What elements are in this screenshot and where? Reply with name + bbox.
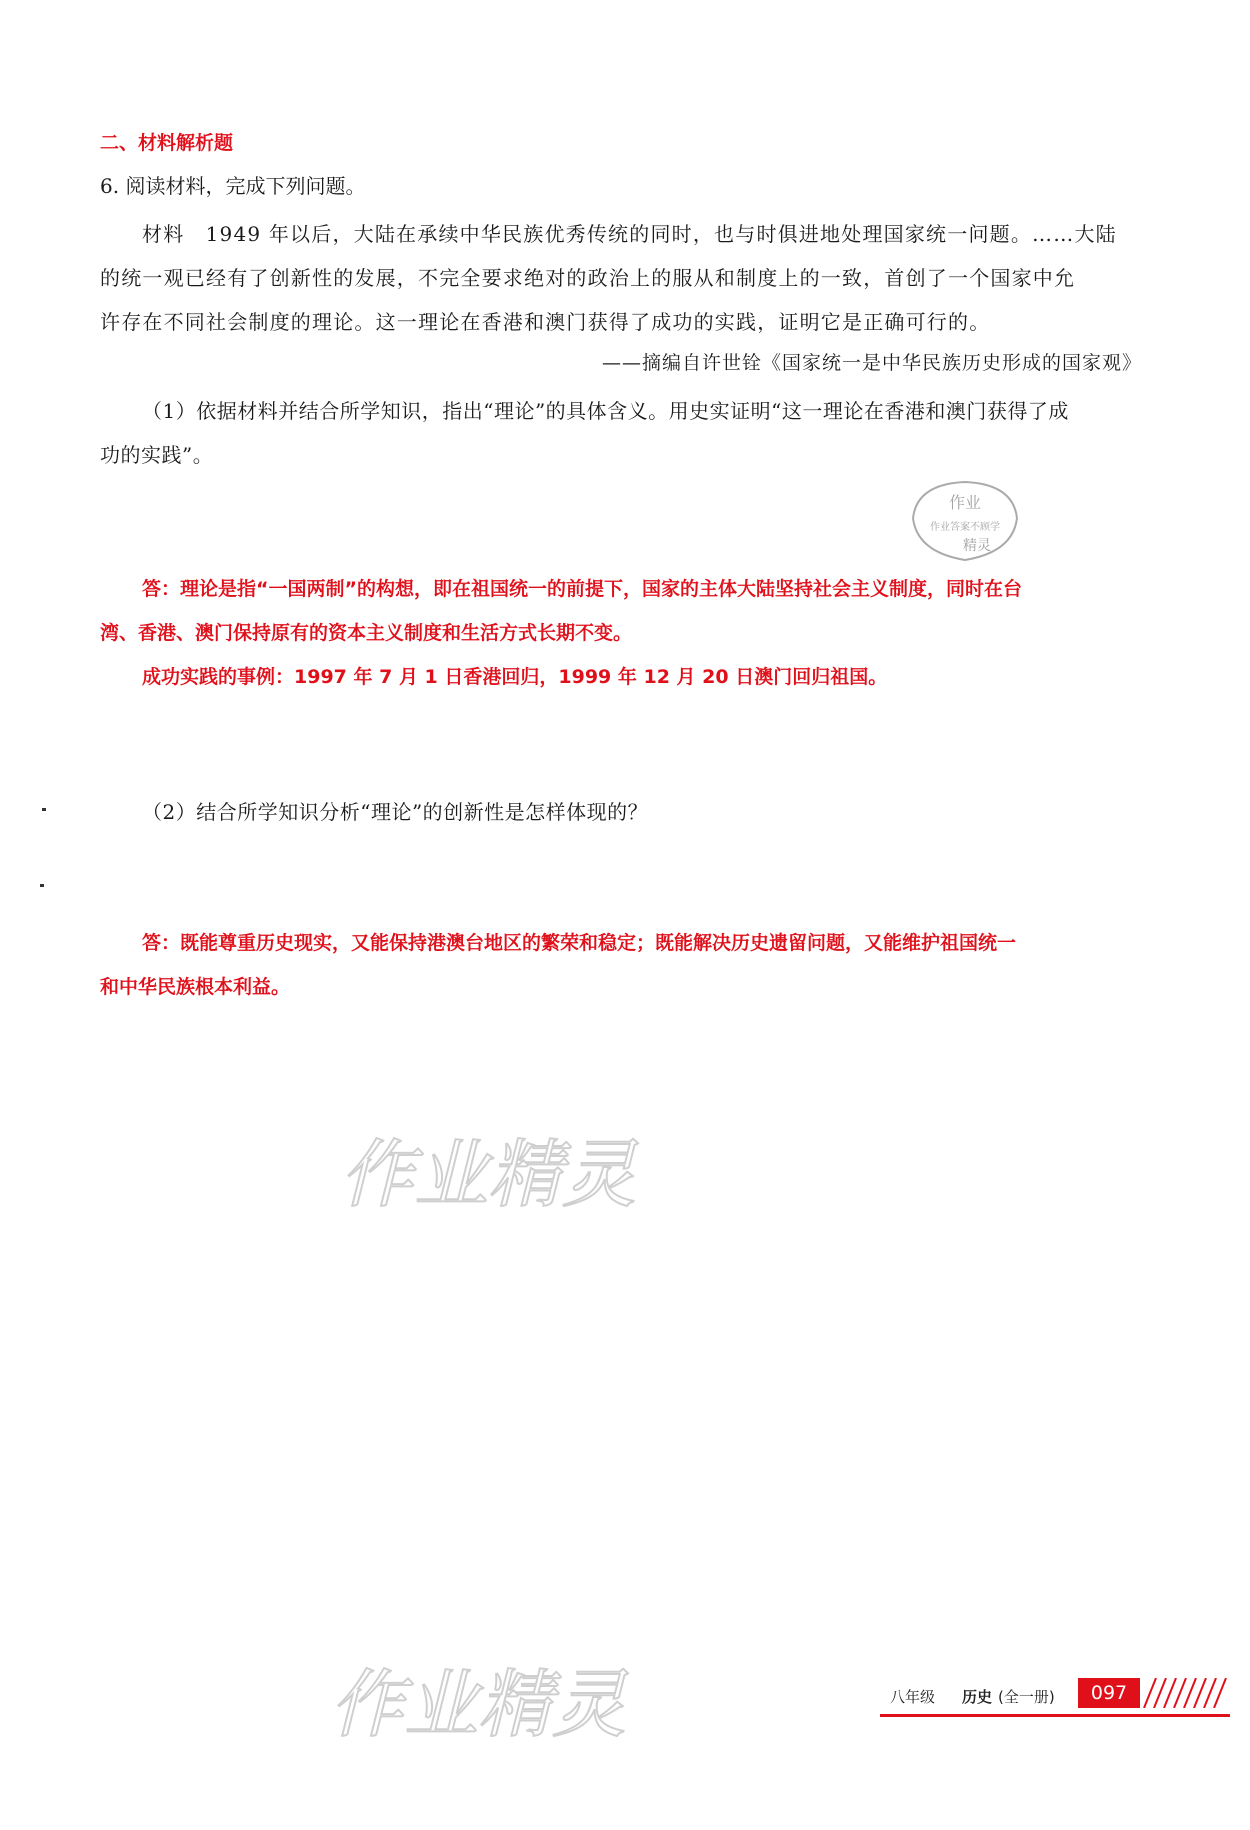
sub-question-1: （1）依据材料并结合所学知识，指出“理论”的具体含义。用史实证明“这一理论在香港和澳门获得了成 [142,399,1069,423]
watermark-text: 作业精灵 [340,1132,636,1218]
answer-1-line: 成功实践的事例：1997 年 7 月 1 日香港回归，1999 年 12 月 20 日澳门回归祖国。 [142,666,888,688]
scan-mark [40,884,44,887]
sub-question-1-cont: 功的实践”。 [100,443,214,467]
watermark-text: 作业精灵 [330,1662,626,1748]
stamp-top-text: 作业 [948,493,982,512]
footer-volume: (全一册) [998,1688,1055,1706]
footer-grade: 八年级 [890,1688,936,1706]
stamp-seal-icon [905,478,1023,564]
stamp-bottom-text: 精灵 [963,538,991,554]
page-number: 097 [1078,1678,1140,1708]
material-line: 材料 1949 年以后，大陆在承续中华民族优秀传统的同时，也与时俱进地处理国家统一问题。……大陆 [142,222,1117,246]
material-source: ——摘编自许世铨《国家统一是中华民族历史形成的国家观》 [601,352,1142,374]
scan-mark [42,808,46,811]
material-line: 许存在不同社会制度的理论。这一理论在香港和澳门获得了成功的实践，证明它是正确可行的。 [100,310,991,334]
footer-subject: 历史 [962,1688,993,1706]
answer-1-line: 湾、香港、澳门保持原有的资本主义制度和生活方式长期不变。 [100,622,633,644]
page-footer [0,1660,1250,1740]
answer-2-line: 答：既能尊重历史现实，又能保持港澳台地区的繁荣和稳定；既能解决历史遗留问题，又能维护祖国统一 [142,932,1017,954]
sub-question-2: （2）结合所学知识分析“理论”的创新性是怎样体现的？ [142,800,649,824]
footer-rule [880,1714,1230,1717]
question-title: 6. 阅读材料，完成下列问题。 [100,174,366,198]
material-line: 的统一观已经有了创新性的发展，不完全要求绝对的政治上的服从和制度上的一致，首创了一个国家中允 [100,266,1076,290]
stamp-middle-text: 作业答案不顾学 [930,522,1000,533]
answer-2-line: 和中华民族根本利益。 [100,976,291,998]
answer-1-line: 答：理论是指“一国两制”的构想，即在祖国统一的前提下，国家的主体大陆坚持社会主义制度，同时在台 [142,578,1022,600]
watermark-logo [340,1120,650,1220]
footer-stripes-icon [1140,1678,1230,1708]
section-title: 二、材料解析题 [100,132,234,154]
